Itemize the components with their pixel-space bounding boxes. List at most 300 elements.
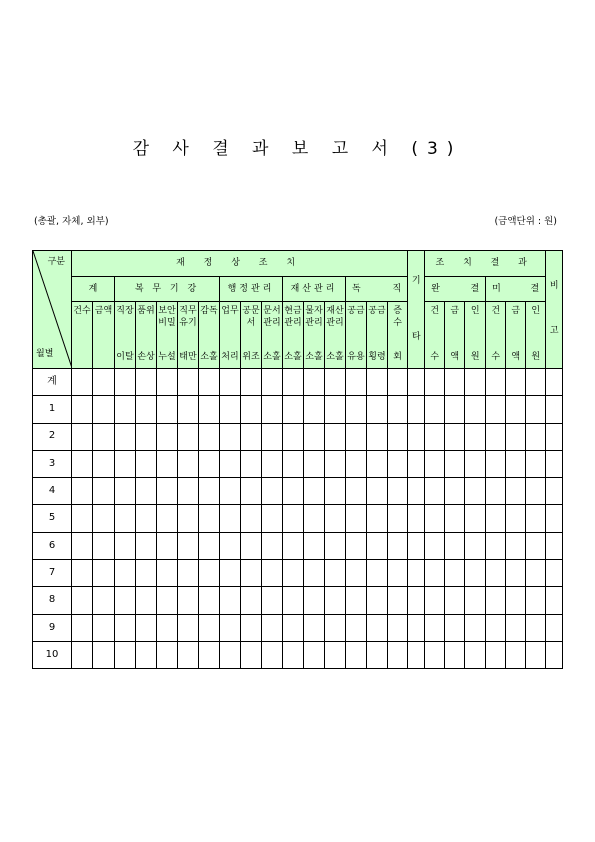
table-cell[interactable]: [425, 614, 445, 641]
table-cell[interactable]: [346, 641, 367, 668]
table-cell[interactable]: [136, 396, 157, 423]
table-cell[interactable]: [157, 614, 178, 641]
table-cell[interactable]: [465, 423, 486, 450]
table-cell[interactable]: [72, 450, 93, 477]
table-cell[interactable]: [115, 369, 136, 396]
table-cell[interactable]: [325, 369, 346, 396]
table-cell[interactable]: [425, 532, 445, 559]
table-row: [33, 423, 563, 450]
table-cell[interactable]: [526, 423, 546, 450]
column-header-3: 품위 손상: [136, 302, 157, 369]
service-discipline-subheader: 복 무 기 강: [115, 277, 220, 302]
table-cell[interactable]: [199, 423, 220, 450]
table-cell[interactable]: [241, 396, 262, 423]
table-cell[interactable]: [408, 614, 425, 641]
column-header-18: 금 액: [445, 302, 465, 369]
table-row: [33, 505, 563, 532]
table-cell[interactable]: [199, 560, 220, 587]
table-cell[interactable]: [486, 505, 506, 532]
corruption-subheader: 독 직: [346, 277, 408, 302]
table-cell[interactable]: [136, 505, 157, 532]
row-label: 계: [33, 369, 72, 396]
table-cell[interactable]: [465, 369, 486, 396]
table-cell[interactable]: [425, 396, 445, 423]
table-cell[interactable]: [388, 450, 408, 477]
table-cell[interactable]: [241, 423, 262, 450]
table-cell[interactable]: [465, 450, 486, 477]
table-cell[interactable]: [486, 532, 506, 559]
table-cell[interactable]: [465, 532, 486, 559]
row-label: 5: [33, 505, 72, 532]
table-cell[interactable]: [136, 641, 157, 668]
table-cell[interactable]: [346, 532, 367, 559]
table-cell[interactable]: [72, 532, 93, 559]
table-cell[interactable]: [408, 423, 425, 450]
table-cell[interactable]: [408, 641, 425, 668]
table-cell[interactable]: [367, 641, 388, 668]
table-cell[interactable]: [93, 369, 115, 396]
table-cell[interactable]: [115, 587, 136, 614]
table-cell[interactable]: [262, 369, 283, 396]
table-cell[interactable]: [367, 450, 388, 477]
table-cell[interactable]: [304, 450, 325, 477]
column-header-21: 금 액: [506, 302, 526, 369]
table-cell[interactable]: [157, 396, 178, 423]
table-cell[interactable]: [325, 560, 346, 587]
table-cell[interactable]: [304, 587, 325, 614]
table-cell[interactable]: [262, 505, 283, 532]
table-cell[interactable]: [93, 478, 115, 505]
table-cell[interactable]: [408, 369, 425, 396]
table-cell[interactable]: [367, 532, 388, 559]
table-cell[interactable]: [506, 478, 526, 505]
table-cell[interactable]: [178, 478, 199, 505]
table-cell[interactable]: [220, 532, 241, 559]
column-header-10: 현금 관리 소홀: [283, 302, 304, 369]
table-cell[interactable]: [388, 505, 408, 532]
table-cell[interactable]: [388, 587, 408, 614]
table-cell[interactable]: [425, 423, 445, 450]
table-cell[interactable]: [178, 587, 199, 614]
table-cell[interactable]: [220, 396, 241, 423]
table-cell[interactable]: [283, 641, 304, 668]
table-cell[interactable]: [262, 587, 283, 614]
table-cell[interactable]: [526, 478, 546, 505]
table-cell[interactable]: [241, 587, 262, 614]
table-cell[interactable]: [262, 478, 283, 505]
table-cell[interactable]: [178, 560, 199, 587]
table-cell[interactable]: [388, 532, 408, 559]
table-cell[interactable]: [262, 396, 283, 423]
table-cell[interactable]: [241, 532, 262, 559]
table-cell[interactable]: [304, 423, 325, 450]
table-cell[interactable]: [546, 423, 563, 450]
table-cell[interactable]: [93, 614, 115, 641]
admin-subheader: 행정관리: [220, 277, 283, 302]
table-cell[interactable]: [367, 369, 388, 396]
table-cell[interactable]: [465, 505, 486, 532]
column-header-8: 공문서 위조: [241, 302, 262, 369]
table-cell[interactable]: [526, 450, 546, 477]
table-cell[interactable]: [425, 641, 445, 668]
table-cell[interactable]: [325, 532, 346, 559]
incomplete-subheader: 미 결: [486, 277, 546, 302]
table-cell[interactable]: [220, 369, 241, 396]
table-cell[interactable]: [388, 560, 408, 587]
table-cell[interactable]: [445, 560, 465, 587]
table-cell[interactable]: [283, 423, 304, 450]
table-cell[interactable]: [408, 478, 425, 505]
table-cell[interactable]: [157, 641, 178, 668]
table-cell[interactable]: [262, 450, 283, 477]
table-cell[interactable]: [325, 587, 346, 614]
table-cell[interactable]: [506, 614, 526, 641]
table-cell[interactable]: [72, 505, 93, 532]
table-cell[interactable]: [546, 614, 563, 641]
table-cell[interactable]: [304, 532, 325, 559]
table-cell[interactable]: [408, 532, 425, 559]
table-cell[interactable]: [199, 587, 220, 614]
table-cell[interactable]: [304, 505, 325, 532]
table-cell[interactable]: [445, 396, 465, 423]
row-label: 3: [33, 450, 72, 477]
table-cell[interactable]: [486, 587, 506, 614]
table-cell[interactable]: [546, 396, 563, 423]
table-cell[interactable]: [425, 450, 445, 477]
table-cell[interactable]: [199, 396, 220, 423]
table-cell[interactable]: [367, 614, 388, 641]
table-cell[interactable]: [346, 396, 367, 423]
table-cell[interactable]: [388, 396, 408, 423]
table-cell[interactable]: [486, 560, 506, 587]
table-cell[interactable]: [445, 369, 465, 396]
table-cell[interactable]: [115, 532, 136, 559]
table-cell[interactable]: [346, 478, 367, 505]
table-cell[interactable]: [408, 450, 425, 477]
table-cell[interactable]: [220, 478, 241, 505]
table-cell[interactable]: [445, 532, 465, 559]
other-header: 기 타: [408, 251, 425, 369]
table-cell[interactable]: [367, 396, 388, 423]
column-header-12: 재산 관리 소홀: [325, 302, 346, 369]
table-cell[interactable]: [304, 396, 325, 423]
table-cell[interactable]: [199, 614, 220, 641]
table-cell[interactable]: [136, 478, 157, 505]
table-cell[interactable]: [546, 478, 563, 505]
table-cell[interactable]: [157, 478, 178, 505]
table-cell[interactable]: [199, 450, 220, 477]
table-cell[interactable]: [283, 614, 304, 641]
table-cell[interactable]: [325, 505, 346, 532]
column-header-15: 증 수 회: [388, 302, 408, 369]
table-cell[interactable]: [425, 587, 445, 614]
table-cell[interactable]: [157, 505, 178, 532]
table-cell[interactable]: [506, 505, 526, 532]
table-cell[interactable]: [283, 369, 304, 396]
table-cell[interactable]: [241, 641, 262, 668]
table-cell[interactable]: [93, 450, 115, 477]
table-cell[interactable]: [325, 396, 346, 423]
table-cell[interactable]: [346, 423, 367, 450]
table-cell[interactable]: [178, 450, 199, 477]
table-cell[interactable]: [367, 587, 388, 614]
table-cell[interactable]: [506, 560, 526, 587]
table-cell[interactable]: [220, 641, 241, 668]
table-cell[interactable]: [199, 478, 220, 505]
table-cell[interactable]: [304, 641, 325, 668]
table-cell[interactable]: [546, 532, 563, 559]
table-cell[interactable]: [262, 532, 283, 559]
column-header-4: 보안 비밀 누설: [157, 302, 178, 369]
table-cell[interactable]: [199, 532, 220, 559]
table-cell[interactable]: [526, 369, 546, 396]
table-cell[interactable]: [283, 450, 304, 477]
table-cell[interactable]: [136, 532, 157, 559]
table-cell[interactable]: [262, 560, 283, 587]
table-cell[interactable]: [262, 641, 283, 668]
table-cell[interactable]: [445, 478, 465, 505]
table-cell[interactable]: [178, 532, 199, 559]
table-cell[interactable]: [283, 396, 304, 423]
table-cell[interactable]: [367, 478, 388, 505]
table-cell[interactable]: [262, 423, 283, 450]
column-header-6: 감독 소홀: [199, 302, 220, 369]
column-header-0: 건수: [72, 302, 93, 369]
table-cell[interactable]: [304, 560, 325, 587]
table-cell[interactable]: [178, 396, 199, 423]
table-cell[interactable]: [546, 587, 563, 614]
table-cell[interactable]: [325, 478, 346, 505]
table-cell[interactable]: [506, 532, 526, 559]
row-label: 7: [33, 560, 72, 587]
table-cell[interactable]: [178, 641, 199, 668]
table-cell[interactable]: [220, 587, 241, 614]
table-cell[interactable]: [465, 641, 486, 668]
table-cell[interactable]: [506, 369, 526, 396]
table-cell[interactable]: [325, 614, 346, 641]
table-cell[interactable]: [506, 450, 526, 477]
table-cell[interactable]: [486, 450, 506, 477]
property-subheader: 재산관리: [283, 277, 346, 302]
table-cell[interactable]: [486, 478, 506, 505]
table-cell[interactable]: [283, 532, 304, 559]
table-cell[interactable]: [220, 423, 241, 450]
table-cell[interactable]: [526, 396, 546, 423]
table-cell[interactable]: [526, 532, 546, 559]
table-cell[interactable]: [486, 641, 506, 668]
table-cell[interactable]: [241, 614, 262, 641]
table-cell[interactable]: [546, 560, 563, 587]
table-cell[interactable]: [72, 423, 93, 450]
table-cell[interactable]: [526, 614, 546, 641]
page-title: 감 사 결 과 보 고 서 (3): [132, 139, 463, 159]
table-cell[interactable]: [445, 641, 465, 668]
table-cell[interactable]: [72, 396, 93, 423]
table-cell[interactable]: [93, 560, 115, 587]
table-cell[interactable]: [220, 450, 241, 477]
table-cell[interactable]: [506, 641, 526, 668]
table-cell[interactable]: [506, 587, 526, 614]
table-cell[interactable]: [157, 560, 178, 587]
table-cell[interactable]: [262, 614, 283, 641]
table-cell[interactable]: [325, 641, 346, 668]
table-cell[interactable]: [241, 369, 262, 396]
table-cell[interactable]: [465, 614, 486, 641]
table-cell[interactable]: [506, 396, 526, 423]
table-cell[interactable]: [93, 641, 115, 668]
table-cell[interactable]: [388, 423, 408, 450]
table-cell[interactable]: [445, 614, 465, 641]
table-cell[interactable]: [115, 450, 136, 477]
table-cell[interactable]: [408, 560, 425, 587]
table-cell[interactable]: [367, 560, 388, 587]
table-cell[interactable]: [546, 641, 563, 668]
table-cell[interactable]: [199, 641, 220, 668]
row-label: 1: [33, 396, 72, 423]
table-cell[interactable]: [445, 587, 465, 614]
table-row: [33, 478, 563, 505]
table-cell[interactable]: [367, 505, 388, 532]
table-cell[interactable]: [178, 505, 199, 532]
table-cell[interactable]: [425, 560, 445, 587]
table-cell[interactable]: [486, 396, 506, 423]
table-cell[interactable]: [115, 560, 136, 587]
column-header-2: 직장 이탈: [115, 302, 136, 369]
table-cell[interactable]: [465, 478, 486, 505]
column-header-17: 건 수: [425, 302, 445, 369]
table-cell[interactable]: [93, 587, 115, 614]
table-cell[interactable]: [115, 396, 136, 423]
table-cell[interactable]: [178, 614, 199, 641]
table-cell[interactable]: [388, 614, 408, 641]
table-cell[interactable]: [486, 423, 506, 450]
table-cell[interactable]: [367, 423, 388, 450]
table-cell[interactable]: [157, 587, 178, 614]
table-cell[interactable]: [325, 450, 346, 477]
table-cell[interactable]: [72, 369, 93, 396]
scope-label: (총괄, 자체, 외부): [34, 216, 109, 227]
table-cell[interactable]: [72, 587, 93, 614]
table-cell[interactable]: [408, 505, 425, 532]
table-cell[interactable]: [465, 396, 486, 423]
table-cell[interactable]: [506, 423, 526, 450]
table-cell[interactable]: [486, 614, 506, 641]
table-cell[interactable]: [178, 369, 199, 396]
completed-subheader: 완 결: [425, 277, 486, 302]
table-cell[interactable]: [241, 560, 262, 587]
table-cell[interactable]: [526, 560, 546, 587]
table-cell[interactable]: [93, 532, 115, 559]
table-cell[interactable]: [526, 505, 546, 532]
table-cell[interactable]: [115, 505, 136, 532]
table-cell[interactable]: [346, 560, 367, 587]
table-cell[interactable]: [178, 423, 199, 450]
table-row: [33, 560, 563, 587]
row-label: 2: [33, 423, 72, 450]
table-cell[interactable]: [241, 505, 262, 532]
table-cell[interactable]: [157, 423, 178, 450]
table-cell[interactable]: [304, 369, 325, 396]
table-cell[interactable]: [304, 478, 325, 505]
table-cell[interactable]: [304, 614, 325, 641]
action-result-header: 조 치 결 과: [425, 251, 546, 277]
table-cell[interactable]: [388, 478, 408, 505]
table-cell[interactable]: [220, 614, 241, 641]
table-cell[interactable]: [72, 614, 93, 641]
table-cell[interactable]: [388, 641, 408, 668]
table-cell[interactable]: [115, 641, 136, 668]
table-cell[interactable]: [445, 423, 465, 450]
table-cell[interactable]: [445, 505, 465, 532]
table-cell[interactable]: [283, 505, 304, 532]
table-cell[interactable]: [93, 423, 115, 450]
table-cell[interactable]: [241, 450, 262, 477]
table-cell[interactable]: [115, 478, 136, 505]
table-cell[interactable]: [425, 478, 445, 505]
table-cell[interactable]: [199, 505, 220, 532]
table-cell[interactable]: [283, 478, 304, 505]
table-cell[interactable]: [136, 423, 157, 450]
table-cell[interactable]: [465, 560, 486, 587]
table-cell[interactable]: [72, 560, 93, 587]
table-cell[interactable]: [526, 587, 546, 614]
table-cell[interactable]: [136, 587, 157, 614]
table-cell[interactable]: [408, 396, 425, 423]
table-cell[interactable]: [465, 587, 486, 614]
table-cell[interactable]: [346, 450, 367, 477]
table-cell[interactable]: [157, 369, 178, 396]
table-cell[interactable]: [346, 587, 367, 614]
table-cell[interactable]: [346, 505, 367, 532]
table-row: [33, 369, 563, 396]
table-cell[interactable]: [199, 369, 220, 396]
table-cell[interactable]: [546, 505, 563, 532]
column-header-1: 금액: [93, 302, 115, 369]
table-cell[interactable]: [93, 396, 115, 423]
table-cell[interactable]: [136, 614, 157, 641]
table-cell[interactable]: [283, 587, 304, 614]
table-cell[interactable]: [425, 369, 445, 396]
table-cell[interactable]: [346, 369, 367, 396]
table-cell[interactable]: [526, 641, 546, 668]
table-cell[interactable]: [445, 450, 465, 477]
table-cell[interactable]: [325, 423, 346, 450]
table-cell[interactable]: [546, 450, 563, 477]
column-header-14: 공금 횡령: [367, 302, 388, 369]
table-cell[interactable]: [425, 505, 445, 532]
table-cell[interactable]: [486, 369, 506, 396]
table-cell[interactable]: [241, 478, 262, 505]
table-cell[interactable]: [93, 505, 115, 532]
table-cell[interactable]: [115, 423, 136, 450]
table-cell[interactable]: [72, 478, 93, 505]
table-cell[interactable]: [283, 560, 304, 587]
table-cell[interactable]: [346, 614, 367, 641]
table-cell[interactable]: [546, 369, 563, 396]
table-cell[interactable]: [136, 560, 157, 587]
table-cell[interactable]: [220, 505, 241, 532]
table-cell[interactable]: [72, 641, 93, 668]
table-cell[interactable]: [157, 532, 178, 559]
table-cell[interactable]: [408, 587, 425, 614]
table-row: [33, 614, 563, 641]
table-cell[interactable]: [136, 450, 157, 477]
table-cell[interactable]: [136, 369, 157, 396]
table-cell[interactable]: [157, 450, 178, 477]
table-cell[interactable]: [220, 560, 241, 587]
table-cell[interactable]: [388, 369, 408, 396]
table-cell[interactable]: [115, 614, 136, 641]
